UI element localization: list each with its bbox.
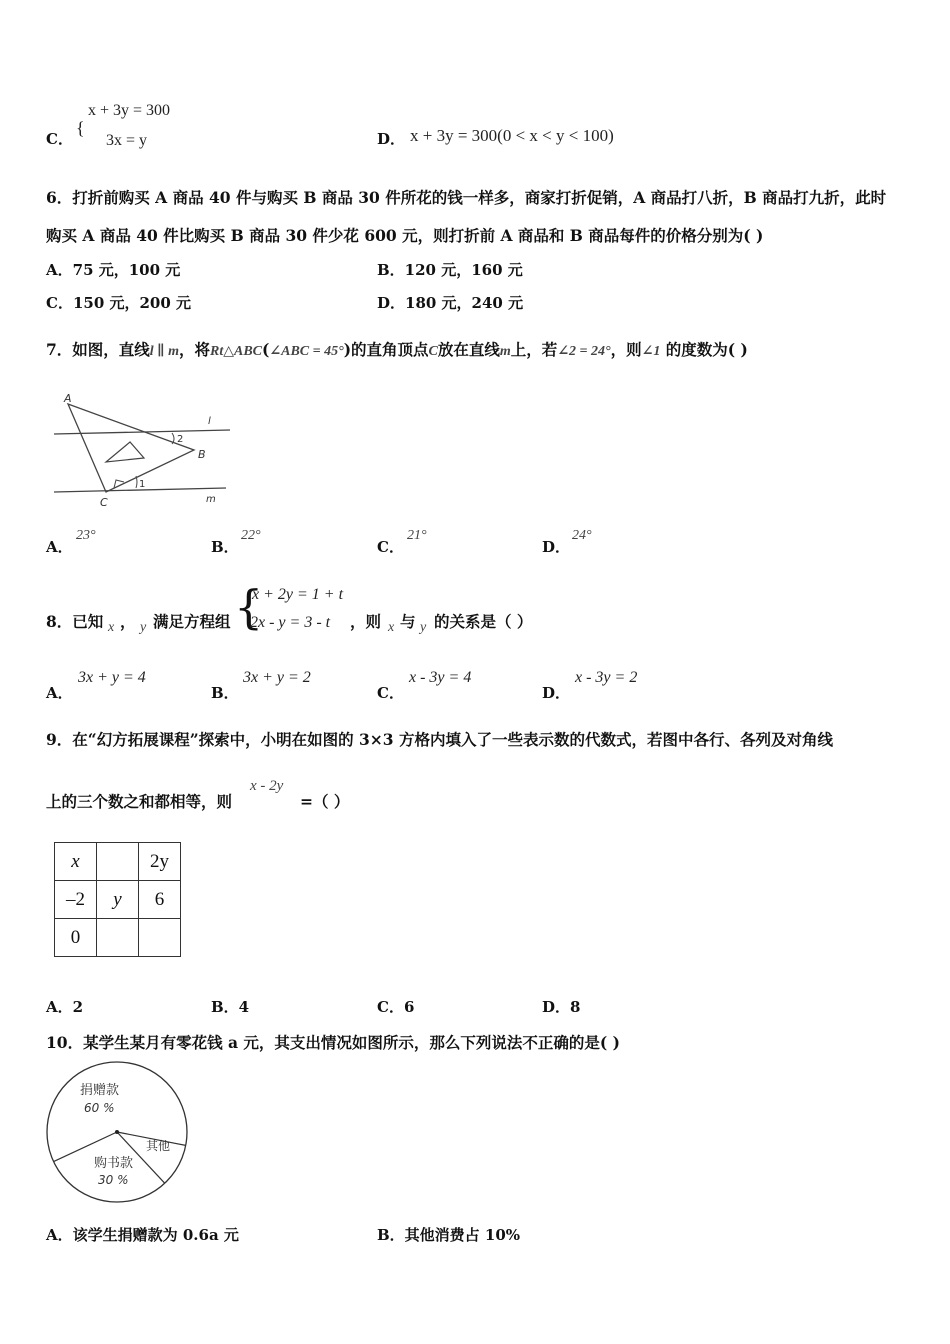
q9-option-c: C．6	[377, 998, 415, 1016]
q6-option-c: C．150 元，200 元	[46, 294, 192, 312]
q7-option-d-value: 24°	[572, 528, 592, 543]
q8-option-c-label: C．	[377, 684, 404, 702]
q7-stem	[46, 338, 748, 360]
q6-option-d: D．180 元，240 元	[377, 294, 524, 312]
q9-stem-line2: 上的三个数之和都相等，则	[46, 792, 233, 811]
q7-math-line-m: m	[499, 344, 511, 359]
q10-option-b: B．其他消费占 10%	[377, 1226, 521, 1244]
q7-label-angle-1: 1	[139, 479, 146, 490]
q7-option-c-label: C．	[377, 538, 404, 556]
q7-label-l: l	[208, 416, 211, 427]
q9-stem-line1: 9．在“幻方拓展课程”探索中，小明在如图的 3×3 方格内填入了一些表示数的代数式，若图中各行、各列及对角线	[46, 730, 833, 749]
q7-text-7: ，则	[610, 340, 642, 359]
q5-option-d-label: D．	[377, 130, 406, 148]
q8-system-brace: {	[234, 580, 264, 634]
q6-option-a: A．75 元，100 元	[46, 261, 181, 279]
q7-label-a: A	[64, 392, 72, 405]
q7-label-angle-2: 2	[177, 434, 184, 445]
q9-magic-square	[54, 842, 181, 957]
q6-option-b: B．120 元，160 元	[377, 261, 523, 279]
q10-pct-donation: 60 %	[84, 1101, 115, 1115]
q7-text-8: 的度数为( )	[660, 340, 748, 359]
q7-math-vertex-c: C	[428, 344, 438, 359]
q9-cell	[97, 843, 139, 881]
q7-text-1: 7．如图，直线	[46, 340, 150, 359]
q7-text-5: 放在直线	[437, 340, 500, 359]
q7-label-m: m	[206, 494, 216, 505]
q7-option-c-value: 21°	[407, 528, 427, 543]
q9-option-d: D．8	[542, 998, 581, 1016]
q10-stem: 10．某学生某月有零花钱 a 元，其支出情况如图所示，那么下列说法不正确的是( )	[46, 1033, 620, 1052]
q9-cell: 2y	[139, 843, 181, 881]
q8-text-2: 满足方程组	[153, 612, 231, 631]
q7-math-triangle: Rt△ABC	[210, 344, 263, 359]
q7-option-b-value: 22°	[241, 528, 261, 543]
q7-text-3: (	[262, 340, 270, 359]
q9-cell	[97, 919, 139, 957]
q10-label-books: 购书款	[94, 1156, 134, 1171]
q8-eq2: 2x - y = 3 - t	[250, 614, 331, 631]
q7-label-c: C	[100, 496, 108, 509]
q8-var-x1: x	[108, 620, 115, 635]
q9-grid-row	[55, 881, 181, 919]
q7-inner-triangle	[106, 442, 144, 462]
q8-var-x2: x	[388, 620, 395, 635]
q10-pct-books: 30 %	[98, 1173, 129, 1187]
q5-option-c-label: C．	[46, 130, 73, 148]
q10-label-donation: 捐赠款	[80, 1083, 120, 1098]
q7-math-parallel: l ∥ m	[149, 344, 179, 359]
q9-cell: y	[97, 881, 139, 919]
q10-option-a: A．该学生捐赠款为 0.6a 元	[46, 1226, 239, 1244]
q7-angle-1-arc	[136, 476, 137, 488]
q10-label-other: 其他	[146, 1139, 171, 1153]
q7-option-b-label: B．	[211, 538, 239, 556]
q5-option-c-eq1: x + 3y = 300	[88, 102, 171, 119]
q8-comma: ，	[120, 612, 136, 631]
q8-option-b-value: 3x + y = 2	[243, 669, 311, 686]
q8-eq1: x + 2y = 1 + t	[252, 586, 344, 603]
q7-math-angle-1: ∠1	[641, 344, 661, 359]
q5-option-c-brace: {	[76, 118, 85, 138]
q8-option-c-value: x - 3y = 4	[409, 669, 472, 686]
q8-text-5: 的关系是（ ）	[434, 612, 533, 631]
q7-text-6: 上，若	[510, 340, 558, 359]
q8-var-y1: y	[140, 620, 147, 635]
q7-label-b: B	[198, 448, 206, 461]
q7-figure	[54, 392, 234, 510]
q9-tail: =（ ）	[300, 792, 350, 811]
q10-pie-chart	[42, 1060, 194, 1208]
q7-text-4: )的直角顶点	[343, 340, 429, 359]
q9-grid-row	[55, 843, 181, 881]
q7-triangle-abc	[68, 404, 194, 492]
q7-option-d-label: D．	[542, 538, 571, 556]
q9-cell: –2	[55, 881, 97, 919]
q9-expr: x - 2y	[250, 778, 284, 794]
q9-cell: x	[55, 843, 97, 881]
q7-math-angle-2: ∠2 = 24°	[557, 344, 611, 359]
q8-option-a-value: 3x + y = 4	[78, 669, 146, 686]
q7-math-angle-abc: ∠ABC = 45°	[269, 344, 344, 359]
q8-text-1: 8．已知	[46, 612, 104, 631]
q9-option-b: B．4	[211, 998, 250, 1016]
q9-option-a: A．2	[46, 998, 84, 1016]
q7-text-2: ，将	[179, 340, 211, 359]
q8-option-b-label: B．	[211, 684, 239, 702]
q8-var-y2: y	[420, 620, 427, 635]
q6-stem-line1: 6．打折前购买 A 商品 40 件与购买 B 商品 30 件所花的钱一样多，商家打折促销，A 商品打八折，B 商品打九折，此时	[46, 188, 887, 207]
q8-text-4: 与	[400, 612, 416, 631]
q8-option-d-label: D．	[542, 684, 571, 702]
q7-option-a-value: 23°	[76, 528, 96, 543]
q6-stem-line2: 购买 A 商品 40 件比购买 B 商品 30 件少花 600 元，则打折前 A 商品和 B 商品每件的价格分别为( )	[46, 226, 764, 245]
q9-cell	[139, 919, 181, 957]
q8-text-3: ，则	[350, 612, 382, 631]
q7-option-a-label: A．	[46, 538, 73, 556]
q9-cell: 6	[139, 881, 181, 919]
q9-cell: 0	[55, 919, 97, 957]
q9-grid-row	[55, 919, 181, 957]
q8-option-d-value: x - 3y = 2	[575, 669, 638, 686]
q10-pie-center	[115, 1130, 119, 1134]
q5-option-c-eq2: 3x = y	[106, 132, 148, 149]
q8-option-a-label: A．	[46, 684, 73, 702]
q5-option-d-expr: x + 3y = 300(0 < x < y < 100)	[410, 126, 614, 145]
